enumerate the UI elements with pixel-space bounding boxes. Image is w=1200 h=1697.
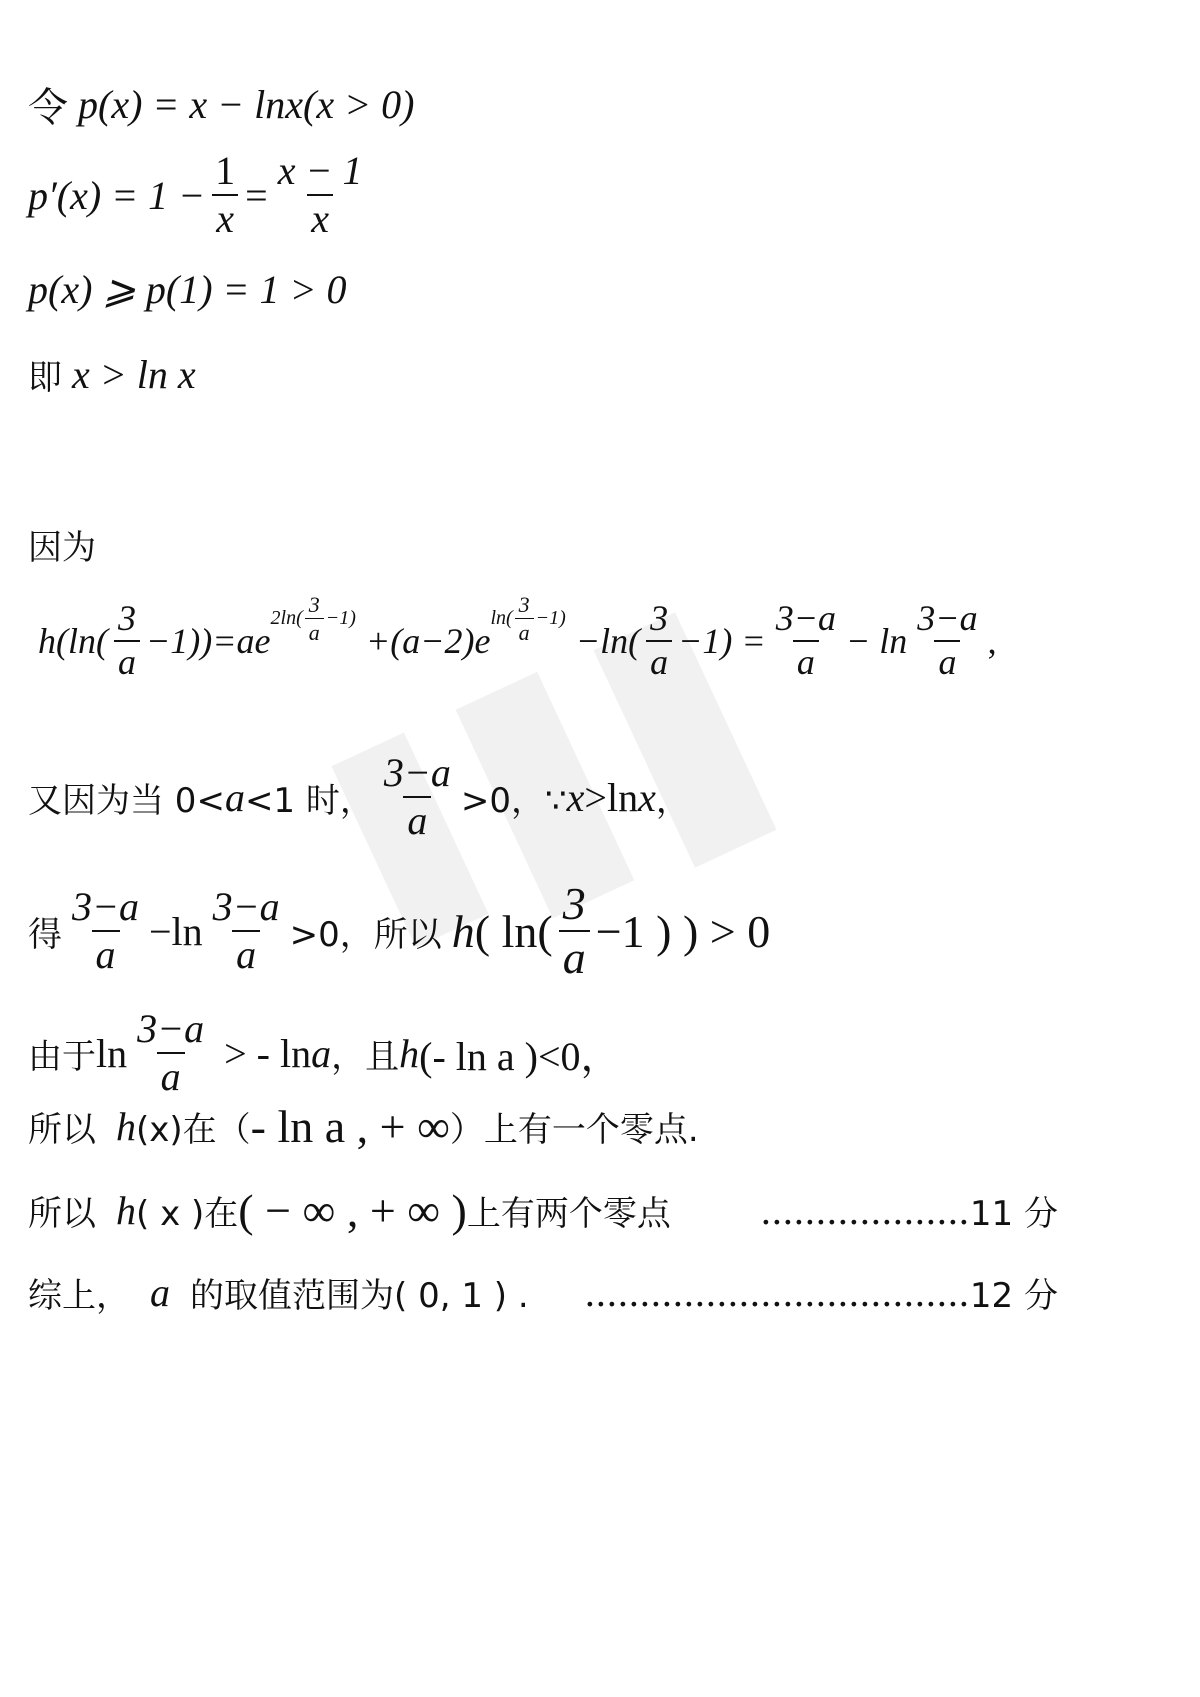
var-a: a [150, 1270, 170, 1315]
fraction-numerator: 3−a [72, 884, 139, 930]
h-neg-ln-a-lt-zero: (- ln a )<0， [419, 1033, 621, 1079]
fraction-numerator: x − 1 [277, 148, 363, 193]
var-x: x [566, 774, 585, 820]
line-define-p [28, 76, 414, 133]
score-12: 12 分 [969, 1276, 1058, 1316]
var-a: a [224, 774, 245, 820]
exponent-suffix: −1) [325, 607, 356, 630]
suoyi-label: 所以 [28, 1110, 96, 1150]
p-minimum-inequality: p(x) ⩾ p(1) = 1 > 0 [28, 267, 347, 312]
fraction-1-over-x [211, 150, 239, 240]
exponent-2ln [271, 593, 356, 644]
exponent-suffix: −1) [535, 607, 566, 630]
fraction-denominator: a [793, 640, 819, 682]
fraction-x-minus-1-over-x [274, 150, 367, 240]
fraction-numerator: 3 [562, 878, 586, 929]
fraction-numerator: 3 [117, 598, 136, 638]
youyinwei-text: 又因为当 0< [28, 780, 225, 821]
fraction-denominator: a [403, 796, 431, 842]
a-minus-2-e-term: +(a−2)e [365, 620, 491, 661]
ji-label: 即 [28, 358, 62, 398]
fraction-3-minus-a-over-a [913, 600, 981, 682]
fraction-3-over-a [114, 600, 140, 682]
range-text: 的取值范围为( 0, 1 ) . [190, 1276, 529, 1316]
fraction-numerator: 3 [518, 592, 530, 618]
fraction-3-minus-a-over-a [380, 752, 455, 842]
exponent-prefix: ln( [490, 607, 513, 630]
fraction-numerator: 3−a [137, 1006, 205, 1051]
zongshang-label: 综上， [28, 1276, 130, 1316]
var-a: a [311, 1030, 332, 1076]
fraction-denominator: a [515, 618, 534, 644]
ln-text: ln [96, 1030, 128, 1076]
line-two-zeros [28, 1184, 1058, 1237]
line-conclusion [28, 1268, 1058, 1317]
var-h: h [451, 905, 475, 957]
de-label: 得 [28, 914, 62, 955]
fraction-3-over-a [559, 880, 590, 983]
gt-minus-ln: > - ln [224, 1030, 312, 1076]
fraction-numerator: 3−a [775, 598, 836, 638]
fraction-denominator: x [212, 194, 238, 240]
x-gt-lnx: x > ln x [72, 352, 196, 397]
fraction-numerator: 3−a [212, 884, 280, 930]
fraction-denominator: a [92, 930, 120, 976]
interval-neg-ln-a-to-inf: - ln a , + ∞ [250, 1101, 450, 1152]
gt-sign: > [584, 774, 607, 820]
qie-text: ，且 [331, 1036, 400, 1077]
comma: ， [655, 780, 690, 821]
p-definition: p(x) = x − lnx(x > 0) [78, 82, 415, 127]
var-h: h [116, 1188, 136, 1233]
gt-zero-because: >0，∵ [460, 780, 567, 821]
fraction-numerator: 3−a [917, 598, 978, 638]
youyu-label: 由于 [28, 1036, 96, 1077]
score-11: 11 分 [969, 1194, 1058, 1234]
line-one-zero [28, 1100, 699, 1153]
fraction-numerator: 3 [308, 592, 320, 618]
line-condition-a [28, 752, 690, 842]
fraction-3-over-a [646, 600, 672, 682]
ling-label: 令 [28, 85, 68, 131]
fraction-denominator: a [232, 930, 260, 976]
equals-sign: = [245, 172, 268, 218]
derivative-lhs: p′(x) = 1 − [28, 172, 206, 218]
ln-text: ln [606, 774, 639, 820]
minus-ln: − ln [846, 620, 908, 661]
line-de [28, 880, 770, 983]
yinwei-label: 因为 [28, 528, 96, 568]
x-zai-text: (x)在（ [136, 1110, 251, 1150]
fraction-3-minus-a-over-a [209, 886, 284, 976]
exponent-ln [490, 593, 565, 644]
h-ln-open: h(ln( [38, 620, 108, 661]
line-h-evaluation [38, 592, 997, 682]
minus-ln: −ln [149, 908, 203, 954]
fraction-numerator: 3 [650, 598, 669, 638]
leader-dots: ................................... [584, 1270, 970, 1315]
close-equals: −1) = [678, 620, 766, 661]
leader-dots: ................... [760, 1188, 970, 1233]
ln-open: ( ln( [474, 905, 553, 957]
fraction-3-minus-a-over-a [68, 886, 143, 976]
fraction-denominator: a [934, 640, 960, 682]
line-youyu [28, 1008, 621, 1098]
fraction-denominator: a [305, 618, 324, 644]
condition-text: <1 时， [244, 780, 374, 821]
line-ji [28, 350, 196, 399]
fraction-numerator: 3−a [383, 750, 451, 795]
suoyi-label: 所以 [28, 1194, 96, 1234]
fraction-denominator: a [559, 930, 590, 982]
fraction-denominator: a [646, 640, 672, 682]
exponent-fraction [305, 593, 324, 644]
interval-all-reals: ( − ∞ , + ∞ ) [238, 1185, 467, 1236]
minus-ln-open: −ln( [575, 620, 641, 661]
line-p-min [28, 266, 347, 313]
one-zero-text: ）上有一个零点. [449, 1110, 699, 1150]
var-h: h [399, 1030, 420, 1076]
line-yinwei [28, 520, 96, 569]
fraction-3-minus-a-over-a [133, 1008, 208, 1098]
fraction-numerator: 1 [215, 148, 236, 193]
gt-zero-suoyi: >0，所以 [289, 914, 442, 955]
x-zai-text: ( x )在 [136, 1194, 239, 1234]
line-derivative [28, 150, 372, 240]
var-h: h [116, 1104, 136, 1149]
close-gt-zero: −1 ) ) > 0 [595, 905, 771, 957]
exponent-prefix: 2ln( [270, 607, 303, 630]
fraction-denominator: a [114, 640, 140, 682]
comma: , [987, 620, 997, 661]
fraction-denominator: x [307, 194, 333, 240]
fraction-3-minus-a-over-a [772, 600, 840, 682]
var-x: x [638, 774, 656, 820]
exponent-fraction [515, 593, 534, 644]
h-ae-term: −1))=ae [145, 620, 271, 661]
two-zeros-text: 上有两个零点 [466, 1194, 671, 1234]
fraction-denominator: a [157, 1052, 185, 1098]
